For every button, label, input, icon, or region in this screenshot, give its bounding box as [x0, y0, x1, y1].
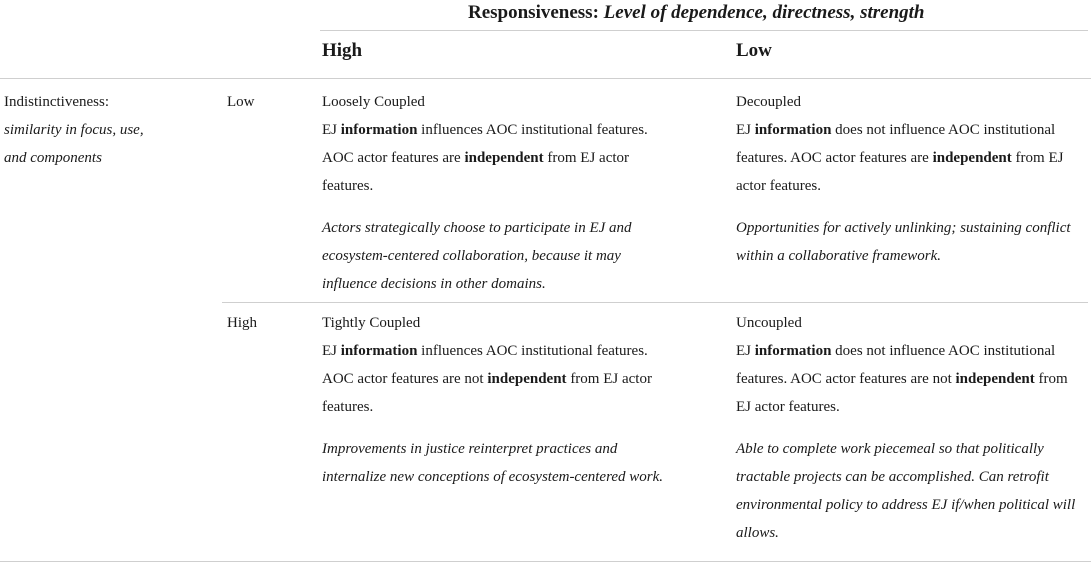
- header-bottom-rule: [0, 78, 1091, 79]
- row-divider: [222, 302, 1088, 303]
- cell-italic-line: Actors strategically choose to participate in EJ and: [322, 220, 632, 236]
- cell-line: EJ actor features.: [736, 399, 840, 415]
- cell-line: AOC actor features are independent from EJ actor: [322, 150, 630, 166]
- cell-line: features.: [322, 178, 374, 194]
- cell-line: EJ information influences AOC institutional features.: [322, 122, 648, 138]
- cell-italic-line: influence decisions in other domains.: [322, 276, 546, 292]
- cell-title: Tightly Coupled: [322, 315, 421, 331]
- column-header-low: Low: [736, 40, 772, 61]
- row-dimension-label: [4, 88, 144, 172]
- row-dimension-desc-2: and components: [4, 150, 102, 166]
- cell-tightly-coupled: [322, 309, 722, 491]
- cell-italic-line: Improvements in justice reinterpret practices and: [322, 441, 618, 457]
- cell-title: Uncoupled: [736, 315, 802, 331]
- row-level-low: Low: [227, 94, 255, 110]
- cell-italic-line: tractable projects can be accomplished. Can retrofit: [736, 469, 1049, 485]
- cell-italic-line: environmental policy to address EJ if/when political will: [736, 497, 1076, 513]
- cell-italic-line: allows.: [736, 525, 779, 541]
- table-bottom-rule: [0, 561, 1091, 562]
- cell-italic-line: internalize new conceptions of ecosystem-centered work.: [322, 469, 664, 485]
- cell-title: Decoupled: [736, 94, 801, 110]
- cell-line: EJ information influences AOC institutional features.: [322, 343, 648, 359]
- cell-uncoupled: [736, 309, 1088, 547]
- header-divider: [320, 30, 1088, 31]
- row-level-high: High: [227, 315, 257, 331]
- cell-italic-line: ecosystem-centered collaboration, because it may: [322, 248, 621, 264]
- cell-decoupled: [736, 88, 1088, 270]
- cell-line: actor features.: [736, 178, 821, 194]
- cell-line: features. AOC actor features are not independent from: [736, 371, 1068, 387]
- cell-italic-line: Able to complete work piecemeal so that politically: [736, 441, 1044, 457]
- cell-italic-line: within a collaborative framework.: [736, 248, 941, 264]
- cell-line: EJ information does not influence AOC institutional: [736, 122, 1056, 138]
- table-header: [468, 0, 925, 26]
- row-dimension-desc-1: similarity in focus, use,: [4, 122, 144, 138]
- cell-italic-line: Opportunities for actively unlinking; sustaining conflict: [736, 220, 1071, 236]
- column-header-high: High: [322, 40, 363, 61]
- cell-line: AOC actor features are not independent from EJ actor: [322, 371, 652, 387]
- header-subtitle: Level of dependence, directness, strength: [603, 2, 925, 23]
- cell-line: features. AOC actor features are independent from EJ: [736, 150, 1064, 166]
- cell-line: features.: [322, 399, 374, 415]
- cell-loosely-coupled: [322, 88, 722, 298]
- cell-title: Loosely Coupled: [322, 94, 425, 110]
- cell-line: EJ information does not influence AOC institutional: [736, 343, 1056, 359]
- row-dimension-title: Indistinctiveness:: [4, 94, 109, 110]
- header-title: Responsiveness:: [468, 2, 599, 23]
